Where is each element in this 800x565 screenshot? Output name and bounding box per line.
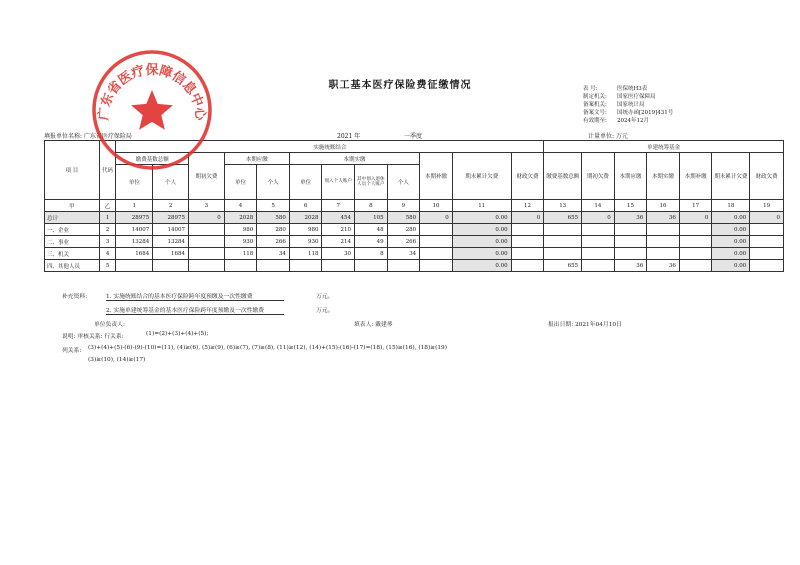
table-cell <box>614 236 647 248</box>
table-row <box>45 236 784 248</box>
table-cell <box>153 260 189 272</box>
table-cell <box>420 260 453 272</box>
row-label: 三、机关 <box>45 248 100 260</box>
column-number: 5 <box>257 200 290 212</box>
unit-leader: 单位负责人: <box>94 322 125 328</box>
table-row <box>45 260 784 272</box>
header-paid: 本期实缴 <box>289 153 419 165</box>
table-cell <box>188 236 224 248</box>
header-to-account: 划入个人账户 <box>322 165 355 200</box>
table-cell <box>188 224 224 236</box>
table-cell: 36 <box>614 260 647 272</box>
table-cell: 1684 <box>116 248 153 260</box>
header-person: 个人 <box>153 165 189 200</box>
table-cell: 28975 <box>116 212 153 224</box>
table-cell: 48 <box>355 224 388 236</box>
row-code: 2 <box>99 224 116 236</box>
header-paid-unit: 单位 <box>289 165 322 200</box>
table-cell: 0.00 <box>452 260 511 272</box>
header-item: 项 目 <box>45 141 100 200</box>
header-integrated: 实施统账结合 <box>116 141 544 153</box>
table-cell: 118 <box>224 248 257 260</box>
table-cell <box>679 224 712 236</box>
table-cell: 0.00 <box>712 212 750 224</box>
column-number: 7 <box>322 200 355 212</box>
table-cell: 36 <box>647 212 680 224</box>
table-cell <box>224 260 257 272</box>
seal-text: 广东省医疗保障信息中心 <box>96 62 208 121</box>
header-supplement: 本期补缴 <box>420 153 453 200</box>
table-row <box>45 224 784 236</box>
row-label: 一、企业 <box>45 224 100 236</box>
table-cell: 36 <box>647 260 680 272</box>
table-cell <box>289 260 322 272</box>
col-relations-label: 列关系: <box>62 348 82 354</box>
table-cell <box>679 260 712 272</box>
table-cell: 0.00 <box>452 224 511 236</box>
table-cell <box>420 236 453 248</box>
header-due: 本期应缴 <box>224 153 289 165</box>
table-cell: 930 <box>289 236 322 248</box>
table-cell: 580 <box>387 212 420 224</box>
row-code: 3 <box>99 236 116 248</box>
header-paid-person: 个人 <box>387 165 420 200</box>
table-cell <box>322 260 355 272</box>
header-retiree-account: 其中划入退休人员个人账户 <box>355 165 388 200</box>
table-cell: 210 <box>322 224 355 236</box>
column-number-row <box>45 200 784 212</box>
meta-form-number: 表 号: 医保统H3表 <box>583 86 648 92</box>
table-cell <box>387 260 420 272</box>
table-cell: 0.00 <box>712 236 750 248</box>
table-cell: 0.00 <box>712 248 750 260</box>
table-cell <box>679 248 712 260</box>
header-code: 代码 <box>99 141 116 200</box>
table-cell: 34 <box>257 248 290 260</box>
supplement-line-2: 2. 实施单建统筹基金的基本医疗保险跨年度预缴及一次性缴费 <box>106 305 284 315</box>
column-number: 18 <box>712 200 750 212</box>
table-cell <box>750 236 784 248</box>
column-number: 乙 <box>99 200 116 212</box>
table-cell <box>582 260 615 272</box>
table-cell: 13284 <box>153 236 189 248</box>
table-cell <box>750 260 784 272</box>
table-cell: 14007 <box>153 224 189 236</box>
header-paid-2: 本期实缴 <box>647 153 680 200</box>
table-cell <box>750 224 784 236</box>
table-cell: 0 <box>511 212 544 224</box>
table-cell: 2028 <box>289 212 322 224</box>
column-number: 8 <box>355 200 388 212</box>
column-number: 10 <box>420 200 453 212</box>
table-cell <box>420 224 453 236</box>
table-cell <box>188 260 224 272</box>
table-cell: 49 <box>355 236 388 248</box>
table-cell <box>511 224 544 236</box>
supplement-unit-1: 万元。 <box>316 294 334 300</box>
meta-valid-until: 有效期至: 2024年12月 <box>583 118 649 124</box>
column-number: 19 <box>750 200 784 212</box>
table-cell: 266 <box>387 236 420 248</box>
table-cell: 980 <box>289 224 322 236</box>
table-cell: 0.00 <box>452 212 511 224</box>
column-number: 11 <box>452 200 511 212</box>
table-cell: 0.00 <box>452 236 511 248</box>
table-cell <box>544 224 582 236</box>
row-label: 二、事业 <box>45 236 100 248</box>
row-label: 总计 <box>45 212 100 224</box>
header-fiscal-arrears-2: 财政欠费 <box>750 153 784 200</box>
table-cell: 36 <box>614 212 647 224</box>
table-cell <box>257 260 290 272</box>
table-cell: 8 <box>355 248 388 260</box>
table-cell <box>188 248 224 260</box>
table-cell <box>544 248 582 260</box>
table-cell <box>511 236 544 248</box>
table-cell <box>582 248 615 260</box>
table-cell: 13284 <box>116 236 153 248</box>
column-number: 3 <box>188 200 224 212</box>
table-cell <box>750 248 784 260</box>
table-cell <box>647 248 680 260</box>
table-cell: 266 <box>257 236 290 248</box>
col-relations-2: (3)≥(10), (14)≥(17) <box>88 357 146 363</box>
column-number: 9 <box>387 200 420 212</box>
reporter-name: 填报单位名称: 广东省医疗保险局 <box>44 133 132 140</box>
table-cell: 14007 <box>116 224 153 236</box>
table-cell: 2028 <box>224 212 257 224</box>
table-cell <box>355 260 388 272</box>
table-cell: 0 <box>188 212 224 224</box>
column-number: 13 <box>544 200 582 212</box>
report-date: 报出日期: 2021年04月10日 <box>548 322 622 328</box>
table-cell <box>582 224 615 236</box>
table-cell: 118 <box>289 248 322 260</box>
table-cell: 0.00 <box>452 248 511 260</box>
row-label: 四、其他人员 <box>45 260 100 272</box>
table-cell <box>511 260 544 272</box>
table-cell <box>511 248 544 260</box>
header-fiscal-arrears: 财政欠费 <box>511 153 544 200</box>
table-cell <box>679 236 712 248</box>
supplement-label: 补充资料: <box>62 294 88 300</box>
official-seal-stamp <box>88 46 216 174</box>
supplement-line-1: 1. 实施统账结合的基本医疗保险跨年度预缴及一次性缴费 <box>106 291 284 301</box>
table-cell: 655 <box>544 260 582 272</box>
table-cell: 0.00 <box>712 260 750 272</box>
table-cell <box>116 260 153 272</box>
table-cell: 30 <box>322 248 355 260</box>
table-cell: 1684 <box>153 248 189 260</box>
column-number: 4 <box>224 200 257 212</box>
page-title: 职工基本医疗保险费征缴情况 <box>328 80 472 91</box>
table-cell <box>614 224 647 236</box>
table-cell: 930 <box>224 236 257 248</box>
table-cell <box>582 236 615 248</box>
column-number: 15 <box>614 200 647 212</box>
row-relations: (1)=(2)+(3)+(4)+(5); <box>146 331 209 337</box>
header-supplement-2: 本期补缴 <box>679 153 712 200</box>
header-cum-arrears: 期末累计欠费 <box>452 153 511 200</box>
header-unit: 单位 <box>116 165 153 200</box>
table-cell <box>647 224 680 236</box>
table-cell: 280 <box>387 224 420 236</box>
meta-filing-number: 备案文号: 国统办函[2019]431号 <box>583 110 674 116</box>
header-due-person: 个人 <box>257 165 290 200</box>
table-row <box>45 248 784 260</box>
table-cell: 580 <box>257 212 290 224</box>
header-base-total: 缴费基数总额 <box>116 153 189 165</box>
notes-label: 说明: 审核关系: 行关系: <box>62 334 124 340</box>
column-number: 14 <box>582 200 615 212</box>
table-cell: 280 <box>257 224 290 236</box>
meta-issuer: 制定机关: 国家医疗保障局 <box>583 94 656 100</box>
seal-star-icon <box>131 90 173 130</box>
table-cell: 980 <box>224 224 257 236</box>
table-cell: 0 <box>750 212 784 224</box>
unit-label: 计量单位: 万元 <box>588 133 628 140</box>
report-quarter: 一季度 <box>404 133 423 140</box>
table-cell: 105 <box>355 212 388 224</box>
table-cell: 214 <box>322 236 355 248</box>
header-due-2: 本期应缴 <box>614 153 647 200</box>
column-number: 甲 <box>45 200 100 212</box>
table-cell: 0 <box>679 212 712 224</box>
header-arrears-begin-2: 期初欠费 <box>582 153 615 200</box>
table-cell: 0 <box>420 212 453 224</box>
row-code: 4 <box>99 248 116 260</box>
report-year: 2021 年 <box>337 133 361 140</box>
table-cell: 28975 <box>153 212 189 224</box>
table-cell: 0.00 <box>712 224 750 236</box>
table-cell: 0 <box>582 212 615 224</box>
table-cell: 655 <box>544 212 582 224</box>
col-relations-1: (3)+(4)+(5)-(6)-(9)-(10)=(11), (4)≥(6), (5)≥(9), (6)≥(7), (7)≥(8), (11)≥(12), (14)+(15)-(16)-(17)=(18), (15)≥(16), (18)≥(19) <box>88 345 448 351</box>
column-number: 2 <box>153 200 189 212</box>
table-cell <box>614 248 647 260</box>
column-number: 17 <box>679 200 712 212</box>
table-cell <box>647 236 680 248</box>
row-code: 5 <box>99 260 116 272</box>
header-due-unit: 单位 <box>224 165 257 200</box>
column-number: 16 <box>647 200 680 212</box>
header-arrears-begin: 期初欠费 <box>188 153 224 200</box>
table-cell <box>420 248 453 260</box>
meta-filing-authority: 备案机关: 国家统计局 <box>583 102 645 108</box>
table-cell: 34 <box>387 248 420 260</box>
column-number: 12 <box>511 200 544 212</box>
table-row <box>45 212 784 224</box>
row-code: 1 <box>99 212 116 224</box>
header-cum-arrears-2: 期末累计欠费 <box>712 153 750 200</box>
column-number: 1 <box>116 200 153 212</box>
header-contrib-base: 缴费基数总额 <box>544 153 582 200</box>
column-number: 6 <box>289 200 322 212</box>
supplement-unit-2: 万元。 <box>316 308 334 314</box>
header-single: 单建统筹基金 <box>544 141 784 153</box>
table-cell: 454 <box>322 212 355 224</box>
form-filler: 填表人: 戴建琴 <box>354 322 393 328</box>
table-cell <box>544 236 582 248</box>
